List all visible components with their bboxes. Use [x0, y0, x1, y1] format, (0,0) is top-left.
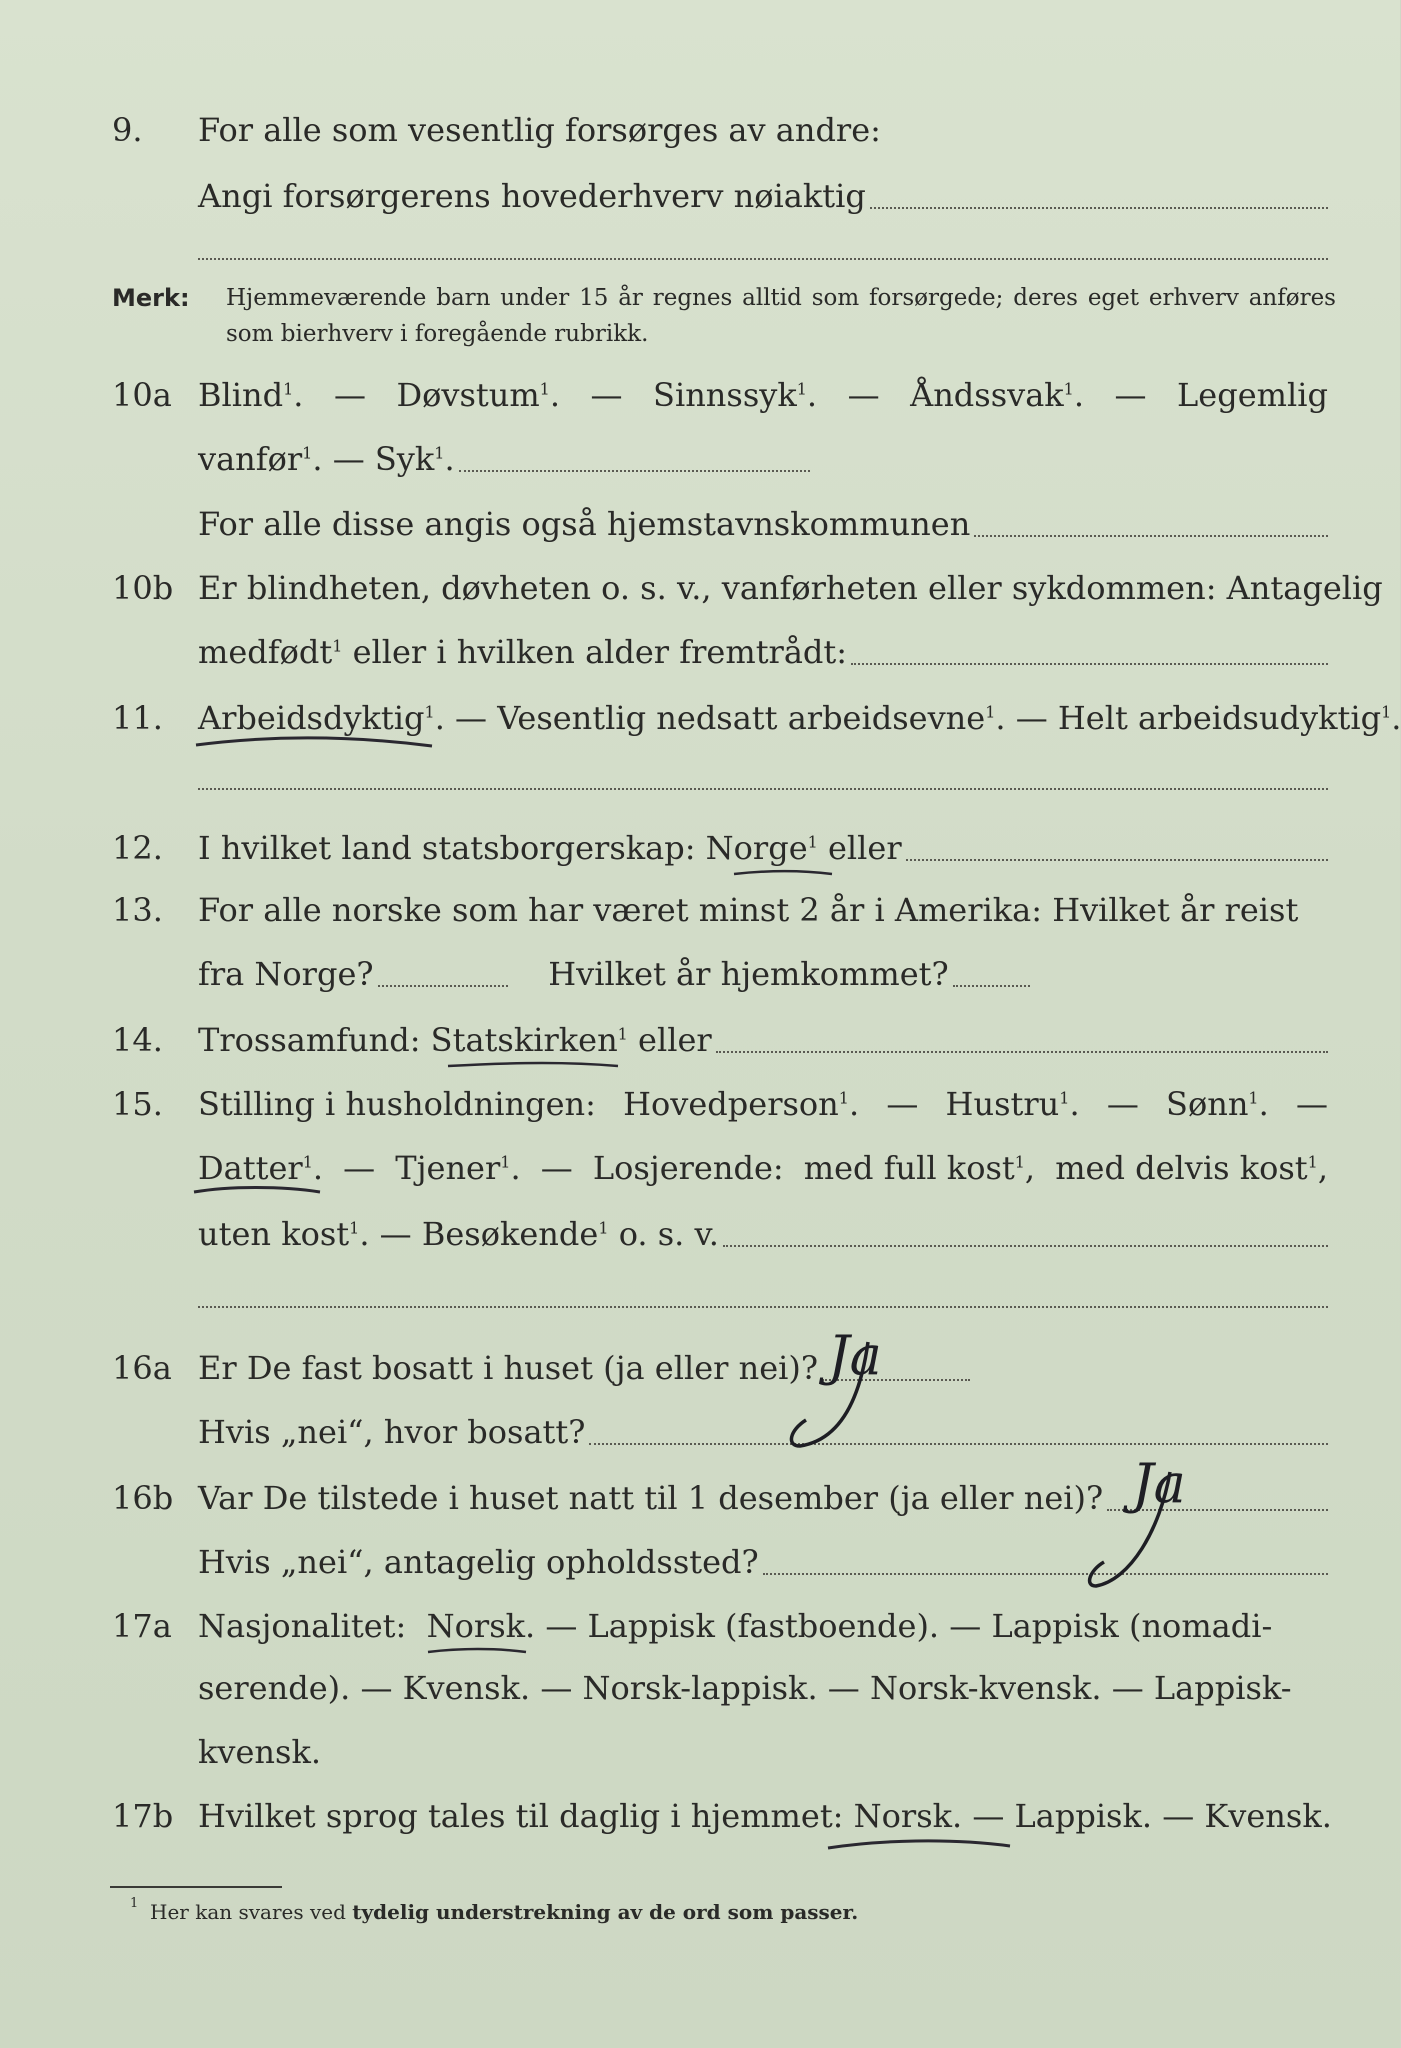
footnote-text-a: Her kan svares ved	[150, 1900, 346, 1924]
q17a-row-1	[0, 1596, 1400, 1656]
option-dovstum[interactable]: Døvstum	[396, 376, 540, 414]
q13-reist-label: fra Norge?	[198, 955, 374, 993]
q17b-number: 17b	[112, 1797, 174, 1835]
q15-osv: o. s. v.	[618, 1215, 719, 1253]
q16a-answer: Ja	[828, 1324, 882, 1387]
q10a-number: 10a	[112, 376, 172, 414]
q10a-answer-line[interactable]	[459, 470, 810, 472]
q9-answer-line[interactable]	[870, 207, 1328, 209]
q11-row: 11. Arbeidsdyktig$^1$. — Vesentlig nedsatt arbeidsevne$^1$. — Helt arbeidsudyktig$^1$.	[0, 688, 1400, 748]
q16b-opholdssted-line[interactable]	[763, 1573, 1328, 1575]
q15-row-2: Datter$^1$. — Tjener$^1$. — Losjerende: med full kost$^1$, med delvis kost$^1$,	[0, 1138, 1400, 1198]
q10b-row-1	[0, 558, 1400, 618]
q10b-question: Er blindheten, døvheten o. s. v., vanførheten eller sykdommen: Antagelig	[198, 569, 1383, 607]
q16a-question-2: Hvis „nei“, hvor bosatt?	[198, 1413, 586, 1451]
option-delvis-kost[interactable]: med delvis kost	[1055, 1149, 1308, 1187]
option-vanfor[interactable]: vanfør	[198, 440, 303, 478]
option-statskirken[interactable]: Statskirken	[430, 1021, 618, 1059]
q17b-question: Hvilket sprog tales til daglig i hjemmet:	[198, 1797, 844, 1835]
option-syk[interactable]: Syk	[374, 440, 435, 478]
q13-number: 13.	[112, 891, 163, 929]
q10a-row-3	[0, 494, 1400, 554]
q14-question: Trossamfund:	[198, 1021, 421, 1059]
q16a-number: 16a	[112, 1349, 172, 1387]
q13-reist-line[interactable]	[378, 985, 508, 987]
q17a-options-3[interactable]: kvensk.	[198, 1733, 321, 1771]
q17a-number: 17a	[112, 1607, 172, 1645]
q16b-question: Var De tilstede i huset natt til 1 desember (ja eller nei)?	[198, 1479, 1104, 1517]
q11-number: 11.	[112, 699, 163, 737]
q16b-row-2	[0, 1532, 1400, 1592]
option-uten-kost[interactable]: uten kost	[198, 1215, 350, 1253]
option-legemlig[interactable]: Legemlig	[1177, 376, 1328, 414]
footnote-mark: 1	[130, 1896, 139, 1911]
q9-row-1	[0, 100, 1400, 160]
q17a-question: Nasjonalitet:	[198, 1607, 407, 1645]
q15-question: Stilling i husholdningen:	[198, 1085, 596, 1123]
option-arbeidsudyktig[interactable]: Helt arbeidsudyktig	[1057, 699, 1382, 737]
q10b-answer-line[interactable]	[851, 663, 1328, 665]
q12-number: 12.	[112, 829, 163, 867]
q11-answer-line[interactable]	[198, 788, 1328, 790]
option-besokende[interactable]: Besøkende	[421, 1215, 599, 1253]
option-medfodt[interactable]: medfødt	[198, 633, 333, 671]
q13-hjemkommet-line[interactable]	[953, 985, 1030, 987]
q14-answer-line[interactable]	[716, 1051, 1328, 1053]
footnote-text-b: tydelig understrekning av de ord som passer.	[352, 1900, 859, 1924]
q13-hjemkommet-label: Hvilket år hjemkommet?	[548, 955, 949, 993]
option-blind[interactable]: Blind	[198, 376, 284, 414]
q12-answer-line[interactable]	[906, 859, 1328, 861]
option-sinnssyk[interactable]: Sinnssyk	[653, 376, 797, 414]
q10b-question-2: eller i hvilken alder fremtrådt:	[352, 633, 848, 671]
q15-row-3: uten kost$^1$. — Besøkende$^1$ o. s. v.	[0, 1204, 1400, 1264]
footnote	[130, 1896, 859, 1924]
q17b-options[interactable]: — Lappisk. — Kvensk.	[972, 1797, 1332, 1835]
q14-eller: eller	[638, 1021, 712, 1059]
q12-row: 12. I hvilket land statsborgerskap: Norge$^1$ eller	[0, 818, 1400, 878]
q10a-row-1: 10a Blind$^1$. — Døvstum$^1$. — Sinnssyk$^1$. — Åndssvak$^1$. — Legemlig	[0, 365, 1400, 425]
q14-row: 14. Trossamfund: Statskirken$^1$ eller	[0, 1010, 1400, 1070]
note-label: Merk:	[112, 284, 190, 312]
option-norge[interactable]: Norge	[705, 829, 808, 867]
q17a-row-3	[0, 1722, 1400, 1782]
q17b-row	[0, 1786, 1400, 1846]
q15-number: 15.	[112, 1085, 163, 1123]
option-nedsatt-arbeidsevne[interactable]: Vesentlig nedsatt arbeidsevne	[497, 699, 986, 737]
q10a-kommune-label: For alle disse angis også hjemstavnskommunen	[198, 505, 971, 543]
q10a-row-2: vanfør$^1$. — Syk$^1$.	[0, 429, 1400, 489]
option-datter[interactable]: Datter	[198, 1149, 303, 1187]
q17a-options-2[interactable]: serende). — Kvensk. — Norsk-lappisk. — Norsk-kvensk. — Lappisk-	[198, 1669, 1292, 1707]
note-text: Hjemmeværende barn under 15 år regnes alltid som forsørgede; deres eget erhverv anføres som bierhverv i foregående rubrikk.	[226, 285, 1336, 347]
q13-row-1	[0, 880, 1400, 940]
q13-row-2	[0, 944, 1400, 1004]
option-arbeidsdyktig[interactable]: Arbeidsdyktig	[198, 699, 425, 737]
q15-row-1: 15. Stilling i husholdningen: Hovedperson$^1$. — Hustru$^1$. — Sønn$^1$. —	[0, 1074, 1400, 1134]
q10a-kommune-line[interactable]	[974, 535, 1328, 537]
q17a-options[interactable]: — Lappisk (fastboende). — Lappisk (nomadi-	[545, 1607, 1273, 1645]
q16a-row-2	[0, 1402, 1400, 1462]
q16b-question-2: Hvis „nei“, antagelig opholdssted?	[198, 1543, 759, 1581]
q9-number: 9.	[112, 111, 143, 149]
q15-answer-line[interactable]	[723, 1245, 1328, 1247]
q15-losjerende: Losjerende:	[592, 1149, 784, 1187]
q9-answer-line-2[interactable]	[198, 258, 1328, 260]
q9-row-2	[0, 166, 1400, 226]
q16b-number: 16b	[112, 1479, 174, 1517]
q16a-bosatt-line[interactable]	[589, 1443, 1328, 1445]
option-norsk-nasjonalitet[interactable]: Norsk.	[426, 1607, 536, 1645]
q16b-row-1	[0, 1468, 1400, 1528]
q10b-row-2: medfødt$^1$ eller i hvilken alder fremtrådt:	[0, 622, 1400, 682]
q16a-question: Er De fast bosatt i huset (ja eller nei)?	[198, 1349, 819, 1387]
option-full-kost[interactable]: med full kost	[803, 1149, 1015, 1187]
q9-question-2: Angi forsørgerens hovederhverv nøiaktig	[198, 177, 866, 215]
q13-question: For alle norske som har været minst 2 år i Amerika: Hvilket år reist	[198, 891, 1299, 929]
option-tjener[interactable]: Tjener	[395, 1149, 501, 1187]
q15-answer-line-2[interactable]	[198, 1306, 1328, 1308]
q14-number: 14.	[112, 1021, 163, 1059]
q12-question: I hvilket land statsborgerskap:	[198, 829, 696, 867]
option-hustru[interactable]: Hustru	[945, 1085, 1060, 1123]
footnote-rule	[110, 1886, 282, 1888]
q16b-answer: Ja	[1132, 1452, 1186, 1515]
q9-question: For alle som vesentlig forsørges av andre:	[198, 111, 881, 149]
q10b-number: 10b	[112, 569, 174, 607]
option-andssvak[interactable]: Åndssvak	[910, 376, 1064, 414]
q16a-row-1	[0, 1338, 1400, 1398]
q17a-row-2	[0, 1658, 1400, 1718]
option-norsk-sprog[interactable]: Norsk.	[853, 1797, 963, 1835]
option-hovedperson[interactable]: Hovedperson	[623, 1085, 839, 1123]
q12-eller: eller	[827, 829, 902, 867]
option-sonn[interactable]: Sønn	[1166, 1085, 1249, 1123]
